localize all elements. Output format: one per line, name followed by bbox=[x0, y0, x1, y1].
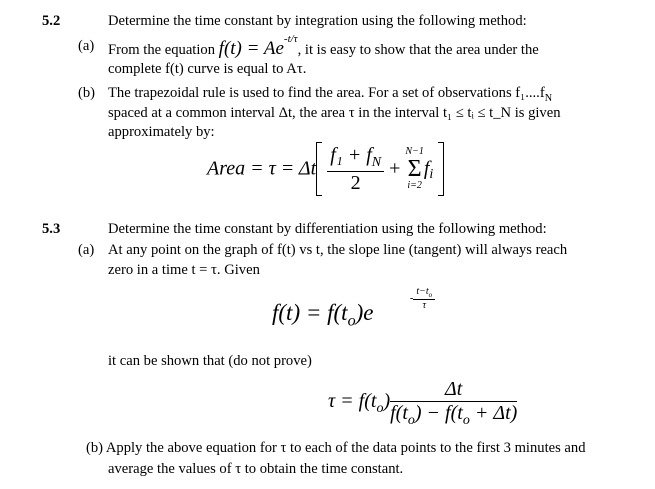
item-text: spaced at a common interval Δt, the area τ in the interval t₁ ≤ tᵢ ≤ t_N is given bbox=[108, 105, 561, 121]
minus-sign: - bbox=[410, 293, 414, 304]
question-title: Determine the time constant by integration using the following method: bbox=[108, 13, 527, 29]
subscript: N bbox=[544, 92, 553, 104]
sum-term: f bbox=[423, 157, 430, 180]
note-text: it can be shown that (do not prove) bbox=[108, 353, 312, 369]
subscript: o bbox=[428, 291, 433, 299]
exponent-fraction bbox=[413, 286, 435, 311]
numerator: t−t bbox=[416, 286, 429, 297]
left-bracket bbox=[316, 142, 322, 196]
text: ) bbox=[383, 390, 391, 412]
denominator: 2 bbox=[350, 171, 361, 194]
right-bracket bbox=[438, 142, 444, 196]
sum-upper: N−1 bbox=[405, 146, 424, 157]
exponent bbox=[410, 286, 435, 311]
subscript: o bbox=[376, 401, 384, 416]
fraction bbox=[327, 144, 384, 195]
plus: + bbox=[389, 157, 401, 180]
question-number: 5.2 bbox=[42, 13, 61, 29]
subscript: o bbox=[462, 413, 470, 428]
subscript: o bbox=[407, 413, 415, 428]
numerator: Δt bbox=[390, 378, 517, 402]
item-text: complete f(t) curve is equal to Aτ. bbox=[108, 61, 307, 77]
item-text: zero in a time t = τ. Given bbox=[108, 262, 260, 278]
question-title: Determine the time constant by differentiation using the following method: bbox=[108, 221, 547, 237]
item-text: At any point on the graph of f(t) vs t, the slope line (tangent) will always reach bbox=[108, 242, 568, 258]
fraction bbox=[390, 378, 517, 429]
area-equation bbox=[207, 142, 444, 196]
eq-lhs: f(t) = f(t bbox=[272, 300, 348, 325]
sum-lower: i=2 bbox=[407, 180, 422, 191]
sigma: Σ bbox=[407, 156, 422, 182]
text: τ = f(t bbox=[328, 390, 377, 412]
text: , it is easy to show that the area under the bbox=[297, 42, 539, 58]
question-number: 5.3 bbox=[42, 221, 61, 237]
text: f(t bbox=[390, 402, 408, 424]
text: The trapezoidal rule is used to find the area. For a set of observations f₁....f bbox=[108, 85, 545, 101]
equation-inline: f(t) = Ae bbox=[218, 38, 284, 59]
text: From the equation bbox=[108, 42, 216, 58]
text: ) − f(t bbox=[414, 402, 463, 424]
subscript: o bbox=[347, 312, 356, 330]
eq-lhs bbox=[328, 390, 391, 416]
decay-equation bbox=[272, 300, 373, 331]
denominator: τ bbox=[422, 300, 427, 311]
numerator: f₁ + f bbox=[330, 143, 372, 166]
summation bbox=[405, 147, 423, 191]
item-text bbox=[108, 33, 539, 59]
exponent: -t/τ bbox=[283, 33, 298, 46]
item-label: (b) bbox=[78, 85, 96, 101]
item-text bbox=[108, 86, 552, 104]
item-text: (b) Apply the above equation for τ to each of the data points to the first 3 minutes and bbox=[86, 440, 586, 456]
subscript: i bbox=[429, 167, 434, 182]
subscript: N bbox=[371, 154, 382, 170]
item-text: average the values of τ to obtain the time constant. bbox=[108, 461, 404, 477]
tau-equation bbox=[328, 378, 517, 429]
item-label: (a) bbox=[78, 242, 95, 258]
denominator bbox=[390, 402, 517, 429]
item-label: (a) bbox=[78, 38, 95, 54]
eq-rhs: )e bbox=[355, 300, 374, 325]
eq-lhs: Area = τ = Δt bbox=[207, 157, 317, 180]
item-text: approximately by: bbox=[108, 124, 215, 140]
text: + Δt) bbox=[469, 402, 518, 424]
